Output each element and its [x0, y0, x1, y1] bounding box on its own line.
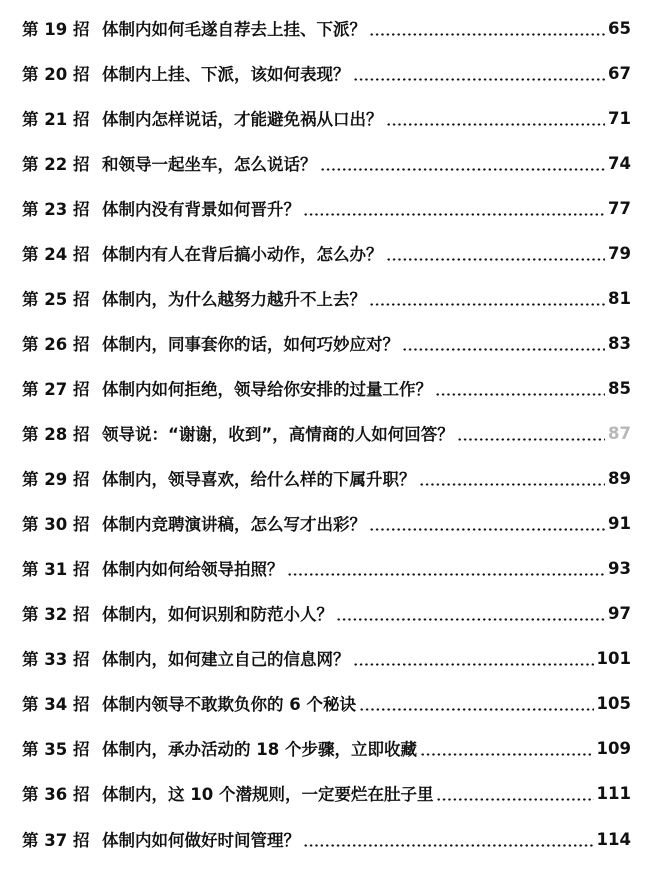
dot-leader	[402, 348, 605, 351]
entry-title: 体制内上挂、下派，该如何表现？	[102, 65, 350, 84]
dot-leader	[436, 798, 593, 801]
toc-entry	[22, 732, 631, 764]
entry-page-number: 89	[608, 468, 631, 488]
entry-title: 体制内有人在背后搞小动作，怎么办？	[102, 245, 383, 264]
entry-page-number: 111	[596, 783, 631, 803]
entry-page-number: 67	[608, 63, 631, 83]
entry-title: 体制内，这 10 个潜规则，一定要烂在肚子里	[102, 785, 434, 804]
dot-leader	[457, 438, 605, 441]
entry-title: 和领导一起坐车，怎么说话？	[102, 155, 317, 174]
entry-page-number: 74	[608, 153, 631, 173]
entry-title: 体制内，领导喜欢，给什么样的下属升职？	[102, 470, 416, 489]
dot-leader	[359, 708, 594, 711]
dot-leader	[369, 528, 605, 531]
toc-entry	[22, 777, 631, 809]
entry-title: 体制内如何拒绝，领导给你安排的过量工作？	[102, 380, 432, 399]
toc-entry	[22, 462, 631, 494]
dot-leader	[353, 78, 606, 81]
entry-number: 第 19 招	[22, 20, 90, 39]
dot-leader	[386, 123, 606, 126]
entry-page-number: 93	[608, 558, 631, 578]
toc-entry	[22, 642, 631, 674]
toc-entry	[22, 417, 631, 449]
entry-number: 第 22 招	[22, 155, 90, 174]
dot-leader	[369, 33, 605, 36]
dot-leader	[303, 213, 605, 216]
toc-entry	[22, 597, 631, 629]
entry-page-number: 109	[596, 738, 631, 758]
entry-title: 体制内怎样说话，才能避免祸从口出？	[102, 110, 383, 129]
entry-title: 体制内，同事套你的话，如何巧妙应对？	[102, 335, 399, 354]
entry-page-number: 77	[608, 198, 631, 218]
toc-entry	[22, 823, 631, 855]
entry-number: 第 28 招	[22, 425, 90, 444]
dot-leader	[320, 168, 606, 171]
entry-title: 体制内如何做好时间管理？	[102, 831, 300, 850]
entry-page-number: 85	[608, 378, 631, 398]
toc-entry	[22, 327, 631, 359]
dot-leader	[336, 618, 605, 621]
entry-page-number: 114	[596, 829, 631, 849]
entry-number: 第 26 招	[22, 335, 90, 354]
toc-entry	[22, 147, 631, 179]
toc-entry	[22, 507, 631, 539]
dot-leader	[419, 483, 606, 486]
toc-entry	[22, 687, 631, 719]
entry-title: 体制内，如何识别和防范小人？	[102, 605, 333, 624]
entry-title: 体制内如何给领导拍照？	[102, 560, 284, 579]
entry-number: 第 21 招	[22, 110, 90, 129]
dot-leader	[435, 393, 605, 396]
toc-entry	[22, 192, 631, 224]
entry-page-number: 91	[608, 513, 631, 533]
entry-page-number: 101	[596, 648, 631, 668]
entry-number: 第 23 招	[22, 200, 90, 219]
entry-number: 第 34 招	[22, 695, 90, 714]
entry-page-number: 71	[608, 108, 631, 128]
entry-page-number: 81	[608, 288, 631, 308]
entry-title: 体制内如何毛遂自荐去上挂、下派？	[102, 20, 366, 39]
entry-page-number: 87	[608, 423, 631, 443]
entry-number: 第 32 招	[22, 605, 90, 624]
entry-title: 体制内没有背景如何晋升？	[102, 200, 300, 219]
entry-page-number: 65	[608, 18, 631, 38]
toc-entry	[22, 552, 631, 584]
entry-number: 第 25 招	[22, 290, 90, 309]
entry-number: 第 37 招	[22, 831, 90, 850]
entry-number: 第 36 招	[22, 785, 90, 804]
toc-entry	[22, 12, 631, 44]
dot-leader	[386, 258, 606, 261]
entry-number: 第 31 招	[22, 560, 90, 579]
entry-number: 第 33 招	[22, 650, 90, 669]
entry-number: 第 24 招	[22, 245, 90, 264]
dot-leader	[303, 844, 594, 847]
entry-title: 领导说：“谢谢，收到”，高情商的人如何回答？	[102, 425, 454, 444]
toc-entry	[22, 372, 631, 404]
entry-page-number: 83	[608, 333, 631, 353]
entry-title: 体制内领导不敢欺负你的 6 个秘诀	[102, 695, 356, 714]
entry-number: 第 29 招	[22, 470, 90, 489]
entry-title: 体制内，承办活动的 18 个步骤，立即收藏	[102, 740, 417, 759]
dot-leader	[353, 663, 594, 666]
toc-entry	[22, 282, 631, 314]
entry-title: 体制内，为什么越努力越升不上去？	[102, 290, 366, 309]
entry-title: 体制内，如何建立自己的信息网？	[102, 650, 350, 669]
dot-leader	[287, 573, 606, 576]
entry-title: 体制内竞聘演讲稿，怎么写才出彩？	[102, 515, 366, 534]
toc-entry	[22, 237, 631, 269]
dot-leader	[369, 303, 605, 306]
entry-page-number: 79	[608, 243, 631, 263]
entry-page-number: 97	[608, 603, 631, 623]
toc-entry	[22, 57, 631, 89]
entry-number: 第 35 招	[22, 740, 90, 759]
entry-number: 第 30 招	[22, 515, 90, 534]
entry-page-number: 105	[596, 693, 631, 713]
toc-entry	[22, 102, 631, 134]
entry-number: 第 20 招	[22, 65, 90, 84]
dot-leader	[420, 753, 594, 756]
entry-number: 第 27 招	[22, 380, 90, 399]
